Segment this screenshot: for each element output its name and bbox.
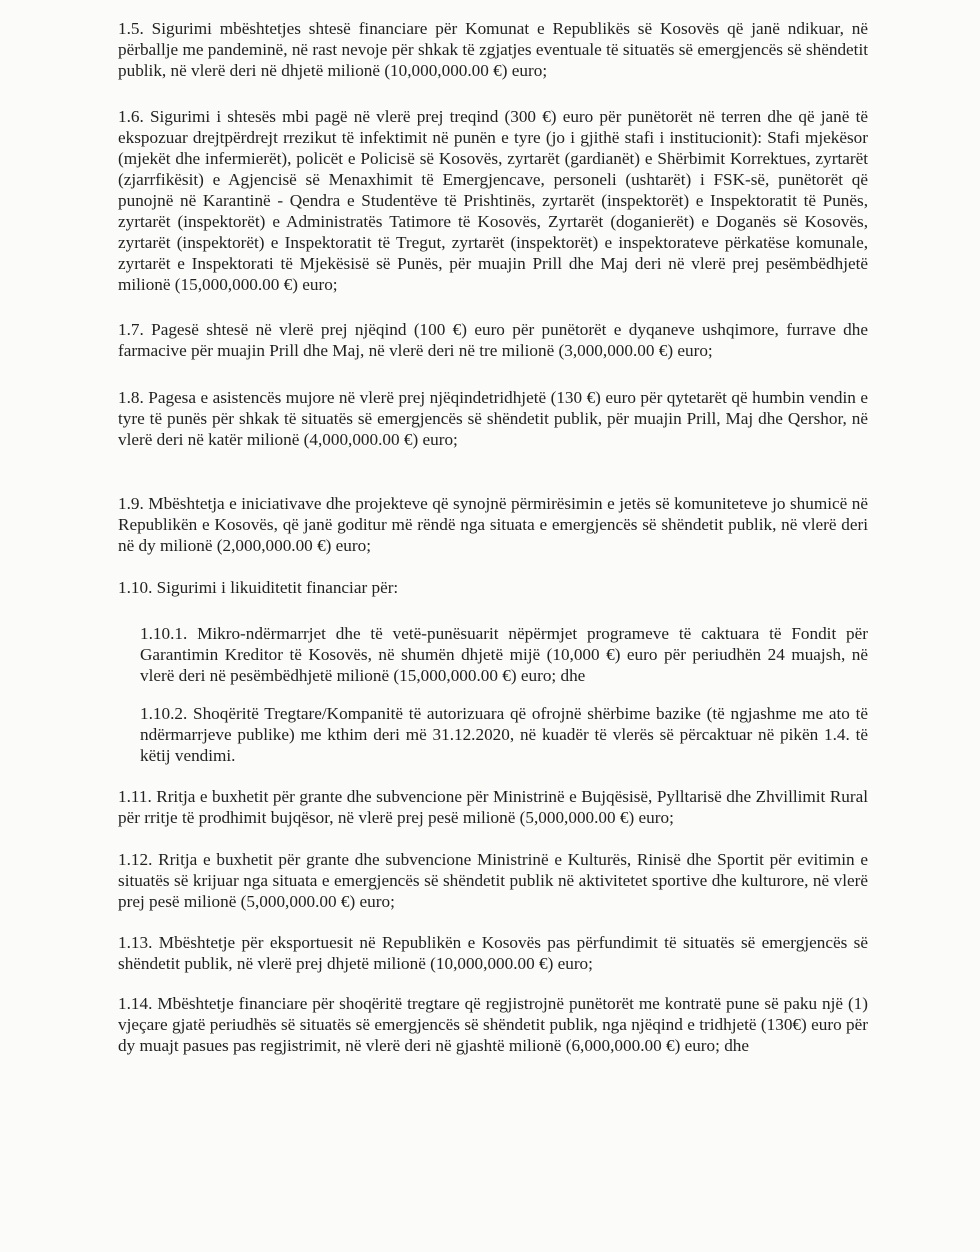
paragraph-1-7: 1.7. Pagesë shtesë në vlerë prej njëqind (100 €) euro për punëtorët e dyqaneve ushqimore, furrave dhe farmacive për muajin Prill dhe Maj, në vlerë deri në tre milionë (3,000,000.00 €) euro; — [118, 320, 868, 360]
paragraph-1-6: 1.6. Sigurimi i shtesës mbi pagë në vlerë prej treqind (300 €) euro për punëtorët në terren dhe që janë të ekspozuar drejtpërdrejt rrezikut të infektimit në punën e tyre (jo i gjithë stafi i institucionit): Stafi mjekësor (mjekët dhe infermierët), policët e Policisë së Kosovës, zyrtarët (gardianët) e Shërbimit Korrektues, zyrtarët (zjarrfikësit) e Agjencisë së Menaxhimit të Emergjencave, personeli (ushtarët) i FSK-së, punëtorët që punojnë në Karantinë - Qendra e Studentëve të Prishtinës, zyrtarët (inspektorët) e Inspektoratit të Punës, zyrtarët (inspektorët) e Administratës Tatimore të Kosovës, Zyrtarët (doganierët) e Doganës së Kosovës, zyrtarët (inspektorët) e Inspektoratit të Tregut, zyrtarët (inspektorët) e inspektorateve përkatëse komunale, zyrtarët e Inspektorati të Mjekësisë së Punës, për muajin Prill dhe Maj deri në vlerë prej pesëmbëdhjetë milionë (15,000,000.00 €) euro; — [118, 107, 868, 294]
paragraph-1-12: 1.12. Rritja e buxhetit për grante dhe subvencione Ministrinë e Kulturës, Rinisë dhe Sportit për evitimin e situatës së krijuar nga situata e emergjencës së shëndetit publik në aktivitetet sportive dhe kulturore, në vlerë prej pesë milionë (5,000,000.00 €) euro; — [118, 850, 868, 911]
paragraph-1-10-2: 1.10.2. Shoqëritë Tregtare/Kompanitë të autorizuara që ofrojnë shërbime bazike (të ngjashme me ato të ndërmarrjeve publike) me kthim deri më 31.12.2020, në kuadër të vlerës së përcaktuar në pikën 1.4. të këtij vendimi. — [140, 704, 868, 765]
paragraph-1-8: 1.8. Pagesa e asistencës mujore në vlerë prej njëqindetridhjetë (130 €) euro për qytetarët që humbin vendin e tyre të punës për shkak të situatës së emergjencës së shëndetit publik, për muajin Prill, Maj dhe Qershor, në vlerë deri në katër milionë (4,000,000.00 €) euro; — [118, 388, 868, 449]
paragraph-1-5: 1.5. Sigurimi mbështetjes shtesë financiare për Komunat e Republikës së Kosovës që janë ndikuar, në përballje me pandeminë, në rast nevoje për shkak të zgjatjes eventuale të situatës së emergjencës së shëndetit publik, në vlerë deri në dhjetë milionë (10,000,000.00 €) euro; — [118, 19, 868, 80]
paragraph-1-9: 1.9. Mbështetja e iniciativave dhe projekteve që synojnë përmirësimin e jetës së komuniteteve jo shumicë në Republikën e Kosovës, që janë goditur më rëndë nga situata e emergjencës së shëndetit publik, në vlerë deri në dy milionë (2,000,000.00 €) euro; — [118, 494, 868, 555]
paragraph-1-11: 1.11. Rritja e buxhetit për grante dhe subvencione për Ministrinë e Bujqësisë, Pylltarisë dhe Zhvillimit Rural për rritje të prodhimit bujqësor, në vlerë prej pesë milionë (5,000,000.00 €) euro; — [118, 787, 868, 827]
paragraph-1-13: 1.13. Mbështetje për eksportuesit në Republikën e Kosovës pas përfundimit të situatës së emergjencës së shëndetit publik, në vlerë prej dhjetë milionë (10,000,000.00 €) euro; — [118, 933, 868, 973]
paragraph-1-14: 1.14. Mbështetje financiare për shoqëritë tregtare që regjistrojnë punëtorët me kontratë pune së paku një (1) vjeçare gjatë periudhës së situatës së emergjencës së shëndetit publik, nga njëqind e tridhjetë (130€) euro për dy muajt pasues pas regjistrimit, në vlerë deri në gjashtë milionë (6,000,000.00 €) euro; dhe — [118, 994, 868, 1055]
paragraph-1-10: 1.10. Sigurimi i likuiditetit financiar për: — [118, 578, 399, 597]
paragraph-1-10-1: 1.10.1. Mikro-ndërmarrjet dhe të vetë-punësuarit nëpërmjet programeve të caktuara të Fondit për Garantimin Kreditor të Kosovës, në shumën dhjetë mijë (10,000 €) euro për periudhën 24 muajsh, në vlerë deri në pesëmbëdhjetë milionë (15,000,000.00 €) euro; dhe — [140, 624, 868, 685]
